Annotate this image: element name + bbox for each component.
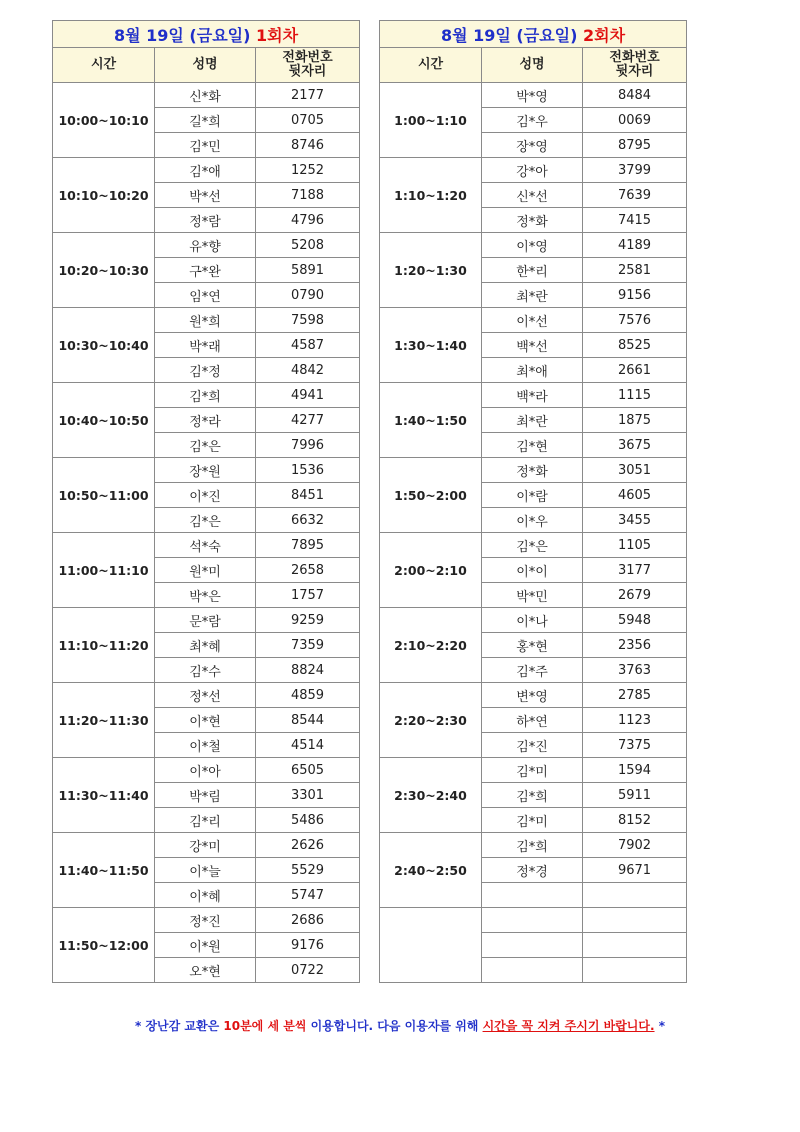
phone-cell: 6505 bbox=[256, 758, 360, 783]
phone-cell: 3301 bbox=[256, 783, 360, 808]
time-slot: 1:40~1:50 bbox=[380, 383, 482, 458]
phone-cell: 1536 bbox=[256, 458, 360, 483]
phone-cell: 3675 bbox=[583, 433, 687, 458]
table-row bbox=[53, 758, 360, 783]
name-cell: 최*애 bbox=[482, 358, 583, 383]
phone-cell: 2581 bbox=[583, 258, 687, 283]
table-row bbox=[380, 458, 687, 483]
phone-cell: 2679 bbox=[583, 583, 687, 608]
notice-part: * bbox=[654, 1019, 665, 1033]
name-cell: 최*란 bbox=[482, 408, 583, 433]
table-row bbox=[53, 608, 360, 633]
schedule-body bbox=[53, 83, 360, 983]
phone-cell: 4859 bbox=[256, 683, 360, 708]
phone-cell: 5486 bbox=[256, 808, 360, 833]
name-cell: 신*선 bbox=[482, 183, 583, 208]
phone-cell: 7996 bbox=[256, 433, 360, 458]
phone-cell: 3799 bbox=[583, 158, 687, 183]
name-cell: 최*란 bbox=[482, 283, 583, 308]
phone-cell: 5911 bbox=[583, 783, 687, 808]
phone-cell bbox=[583, 883, 687, 908]
phone-cell: 8484 bbox=[583, 83, 687, 108]
name-cell: 백*선 bbox=[482, 333, 583, 358]
table-row bbox=[53, 833, 360, 858]
phone-cell: 7415 bbox=[583, 208, 687, 233]
table-row bbox=[380, 308, 687, 333]
time-slot: 10:00~10:10 bbox=[53, 83, 155, 158]
round-label: 2회차 bbox=[583, 25, 626, 45]
name-cell: 한*리 bbox=[482, 258, 583, 283]
name-cell: 김*리 bbox=[155, 808, 256, 833]
name-cell: 김*희 bbox=[155, 383, 256, 408]
header-name: 성명 bbox=[155, 48, 256, 83]
name-cell: 구*완 bbox=[155, 258, 256, 283]
name-cell: 이*람 bbox=[482, 483, 583, 508]
name-cell: 이*이 bbox=[482, 558, 583, 583]
table-row bbox=[53, 83, 360, 108]
name-cell: 장*영 bbox=[482, 133, 583, 158]
name-cell: 이*나 bbox=[482, 608, 583, 633]
name-cell: 김*진 bbox=[482, 733, 583, 758]
time-slot: 11:00~11:10 bbox=[53, 533, 155, 608]
phone-cell: 4842 bbox=[256, 358, 360, 383]
time-slot: 10:30~10:40 bbox=[53, 308, 155, 383]
phone-cell: 7598 bbox=[256, 308, 360, 333]
phone-cell bbox=[583, 908, 687, 933]
phone-cell: 0722 bbox=[256, 958, 360, 983]
name-cell: 김*미 bbox=[482, 808, 583, 833]
name-cell: 이*혜 bbox=[155, 883, 256, 908]
phone-cell: 9176 bbox=[256, 933, 360, 958]
time-slot: 1:20~1:30 bbox=[380, 233, 482, 308]
time-slot: 10:20~10:30 bbox=[53, 233, 155, 308]
phone-cell: 8824 bbox=[256, 658, 360, 683]
notice-text bbox=[0, 1017, 800, 1034]
schedule-date: 8월 19일 (금요일) bbox=[113, 25, 251, 45]
table-row bbox=[380, 233, 687, 258]
notice-underline: 시간을 꼭 지켜 주시기 바랍니다. bbox=[482, 1019, 655, 1033]
phone-cell: 5747 bbox=[256, 883, 360, 908]
name-cell: 장*원 bbox=[155, 458, 256, 483]
phone-cell: 8525 bbox=[583, 333, 687, 358]
table-title bbox=[380, 21, 687, 48]
name-cell: 이*원 bbox=[155, 933, 256, 958]
phone-cell: 5208 bbox=[256, 233, 360, 258]
schedule-table-round-1 bbox=[52, 20, 360, 983]
time-slot: 1:00~1:10 bbox=[380, 83, 482, 158]
name-cell: 김*희 bbox=[482, 783, 583, 808]
header-name: 성명 bbox=[482, 48, 583, 83]
phone-cell: 7639 bbox=[583, 183, 687, 208]
phone-cell: 3177 bbox=[583, 558, 687, 583]
round-label: 1회차 bbox=[256, 25, 299, 45]
phone-cell: 5529 bbox=[256, 858, 360, 883]
name-cell: 김*은 bbox=[482, 533, 583, 558]
header-phone-line1: 전화번호 bbox=[282, 50, 333, 65]
time-slot: 2:10~2:20 bbox=[380, 608, 482, 683]
name-cell: 박*민 bbox=[482, 583, 583, 608]
time-slot: 11:30~11:40 bbox=[53, 758, 155, 833]
phone-cell: 4941 bbox=[256, 383, 360, 408]
time-slot: 10:40~10:50 bbox=[53, 383, 155, 458]
phone-cell: 1105 bbox=[583, 533, 687, 558]
name-cell: 변*영 bbox=[482, 683, 583, 708]
name-cell bbox=[482, 908, 583, 933]
name-cell: 강*아 bbox=[482, 158, 583, 183]
name-cell: 정*진 bbox=[155, 908, 256, 933]
phone-cell: 8451 bbox=[256, 483, 360, 508]
phone-cell: 7895 bbox=[256, 533, 360, 558]
phone-cell: 1115 bbox=[583, 383, 687, 408]
name-cell: 정*화 bbox=[482, 458, 583, 483]
name-cell: 박*림 bbox=[155, 783, 256, 808]
name-cell: 이*철 bbox=[155, 733, 256, 758]
name-cell: 정*경 bbox=[482, 858, 583, 883]
name-cell: 김*현 bbox=[482, 433, 583, 458]
phone-cell: 4796 bbox=[256, 208, 360, 233]
phone-cell: 2658 bbox=[256, 558, 360, 583]
phone-cell: 1757 bbox=[256, 583, 360, 608]
time-slot: 11:10~11:20 bbox=[53, 608, 155, 683]
name-cell: 이*선 bbox=[482, 308, 583, 333]
time-slot: 1:30~1:40 bbox=[380, 308, 482, 383]
name-cell: 최*혜 bbox=[155, 633, 256, 658]
time-slot: 1:10~1:20 bbox=[380, 158, 482, 233]
time-slot: 2:40~2:50 bbox=[380, 833, 482, 908]
name-cell: 김*애 bbox=[155, 158, 256, 183]
phone-cell: 0705 bbox=[256, 108, 360, 133]
time-slot: 2:20~2:30 bbox=[380, 683, 482, 758]
schedule-body bbox=[380, 83, 687, 983]
phone-cell: 3455 bbox=[583, 508, 687, 533]
header-phone-line2: 뒷자리 bbox=[288, 64, 327, 79]
phone-cell: 3763 bbox=[583, 658, 687, 683]
phone-cell: 5948 bbox=[583, 608, 687, 633]
time-slot bbox=[380, 908, 482, 983]
phone-cell: 3051 bbox=[583, 458, 687, 483]
phone-cell: 2177 bbox=[256, 83, 360, 108]
phone-cell: 8152 bbox=[583, 808, 687, 833]
name-cell: 김*은 bbox=[155, 433, 256, 458]
name-cell: 원*미 bbox=[155, 558, 256, 583]
name-cell: 문*람 bbox=[155, 608, 256, 633]
time-slot: 2:00~2:10 bbox=[380, 533, 482, 608]
name-cell: 김*우 bbox=[482, 108, 583, 133]
name-cell: 김*수 bbox=[155, 658, 256, 683]
table-row bbox=[53, 683, 360, 708]
phone-cell: 4277 bbox=[256, 408, 360, 433]
name-cell: 홍*현 bbox=[482, 633, 583, 658]
phone-cell: 2356 bbox=[583, 633, 687, 658]
name-cell: 김*은 bbox=[155, 508, 256, 533]
table-row bbox=[53, 383, 360, 408]
name-cell bbox=[482, 933, 583, 958]
table-row bbox=[380, 383, 687, 408]
name-cell: 정*람 bbox=[155, 208, 256, 233]
phone-cell: 7188 bbox=[256, 183, 360, 208]
phone-cell: 4605 bbox=[583, 483, 687, 508]
time-slot: 11:40~11:50 bbox=[53, 833, 155, 908]
table-row bbox=[53, 233, 360, 258]
phone-cell: 8746 bbox=[256, 133, 360, 158]
phone-cell bbox=[583, 958, 687, 983]
name-cell: 이*현 bbox=[155, 708, 256, 733]
table-row bbox=[53, 308, 360, 333]
phone-cell: 7375 bbox=[583, 733, 687, 758]
phone-cell: 2661 bbox=[583, 358, 687, 383]
name-cell: 강*미 bbox=[155, 833, 256, 858]
time-slot: 11:20~11:30 bbox=[53, 683, 155, 758]
phone-cell: 8795 bbox=[583, 133, 687, 158]
name-cell: 오*현 bbox=[155, 958, 256, 983]
name-cell: 김*정 bbox=[155, 358, 256, 383]
header-phone bbox=[583, 48, 687, 83]
time-slot: 10:10~10:20 bbox=[53, 158, 155, 233]
name-cell bbox=[482, 958, 583, 983]
name-cell: 김*주 bbox=[482, 658, 583, 683]
time-slot: 11:50~12:00 bbox=[53, 908, 155, 983]
header-phone bbox=[256, 48, 360, 83]
phone-cell: 9259 bbox=[256, 608, 360, 633]
header-time: 시간 bbox=[53, 48, 155, 83]
name-cell: 김*민 bbox=[155, 133, 256, 158]
phone-cell: 1875 bbox=[583, 408, 687, 433]
phone-cell: 1594 bbox=[583, 758, 687, 783]
time-slot: 2:30~2:40 bbox=[380, 758, 482, 833]
table-title bbox=[53, 21, 360, 48]
phone-cell: 2626 bbox=[256, 833, 360, 858]
table-row bbox=[380, 833, 687, 858]
phone-cell bbox=[583, 933, 687, 958]
table-row bbox=[53, 908, 360, 933]
table-row bbox=[380, 608, 687, 633]
table-row bbox=[380, 83, 687, 108]
phone-cell: 9156 bbox=[583, 283, 687, 308]
name-cell: 원*희 bbox=[155, 308, 256, 333]
notice-highlight: 10분에 세 분씩 bbox=[223, 1019, 307, 1033]
phone-cell: 0790 bbox=[256, 283, 360, 308]
name-cell: 백*라 bbox=[482, 383, 583, 408]
name-cell: 정*선 bbox=[155, 683, 256, 708]
header-phone-line1: 전화번호 bbox=[609, 50, 660, 65]
name-cell: 김*희 bbox=[482, 833, 583, 858]
phone-cell: 5891 bbox=[256, 258, 360, 283]
name-cell: 정*화 bbox=[482, 208, 583, 233]
name-cell: 신*화 bbox=[155, 83, 256, 108]
phone-cell: 4587 bbox=[256, 333, 360, 358]
name-cell: 임*연 bbox=[155, 283, 256, 308]
table-row bbox=[53, 458, 360, 483]
time-slot: 1:50~2:00 bbox=[380, 458, 482, 533]
header-phone-line2: 뒷자리 bbox=[615, 64, 654, 79]
table-row bbox=[380, 158, 687, 183]
phone-cell: 4189 bbox=[583, 233, 687, 258]
notice-part: 이용합니다. 다음 이용자를 위해 bbox=[306, 1019, 483, 1033]
name-cell: 김*미 bbox=[482, 758, 583, 783]
phone-cell: 2785 bbox=[583, 683, 687, 708]
phone-cell: 7902 bbox=[583, 833, 687, 858]
phone-cell: 0069 bbox=[583, 108, 687, 133]
schedule-date: 8월 19일 (금요일) bbox=[440, 25, 578, 45]
name-cell bbox=[482, 883, 583, 908]
table-row bbox=[380, 758, 687, 783]
name-cell: 이*아 bbox=[155, 758, 256, 783]
schedule-table-round-2 bbox=[379, 20, 687, 983]
phone-cell: 7576 bbox=[583, 308, 687, 333]
name-cell: 하*연 bbox=[482, 708, 583, 733]
phone-cell: 7359 bbox=[256, 633, 360, 658]
name-cell: 이*영 bbox=[482, 233, 583, 258]
time-slot: 10:50~11:00 bbox=[53, 458, 155, 533]
phone-cell: 4514 bbox=[256, 733, 360, 758]
name-cell: 이*늘 bbox=[155, 858, 256, 883]
table-row bbox=[53, 158, 360, 183]
table-row bbox=[380, 533, 687, 558]
name-cell: 박*선 bbox=[155, 183, 256, 208]
name-cell: 정*라 bbox=[155, 408, 256, 433]
name-cell: 박*래 bbox=[155, 333, 256, 358]
name-cell: 이*우 bbox=[482, 508, 583, 533]
name-cell: 석*숙 bbox=[155, 533, 256, 558]
phone-cell: 6632 bbox=[256, 508, 360, 533]
phone-cell: 1123 bbox=[583, 708, 687, 733]
notice-part: * 장난감 교환은 bbox=[135, 1019, 224, 1033]
name-cell: 길*희 bbox=[155, 108, 256, 133]
table-row bbox=[53, 533, 360, 558]
name-cell: 이*진 bbox=[155, 483, 256, 508]
phone-cell: 9671 bbox=[583, 858, 687, 883]
name-cell: 유*향 bbox=[155, 233, 256, 258]
phone-cell: 1252 bbox=[256, 158, 360, 183]
name-cell: 박*은 bbox=[155, 583, 256, 608]
table-row bbox=[380, 908, 687, 933]
phone-cell: 2686 bbox=[256, 908, 360, 933]
name-cell: 박*영 bbox=[482, 83, 583, 108]
table-row bbox=[380, 683, 687, 708]
header-time: 시간 bbox=[380, 48, 482, 83]
phone-cell: 8544 bbox=[256, 708, 360, 733]
